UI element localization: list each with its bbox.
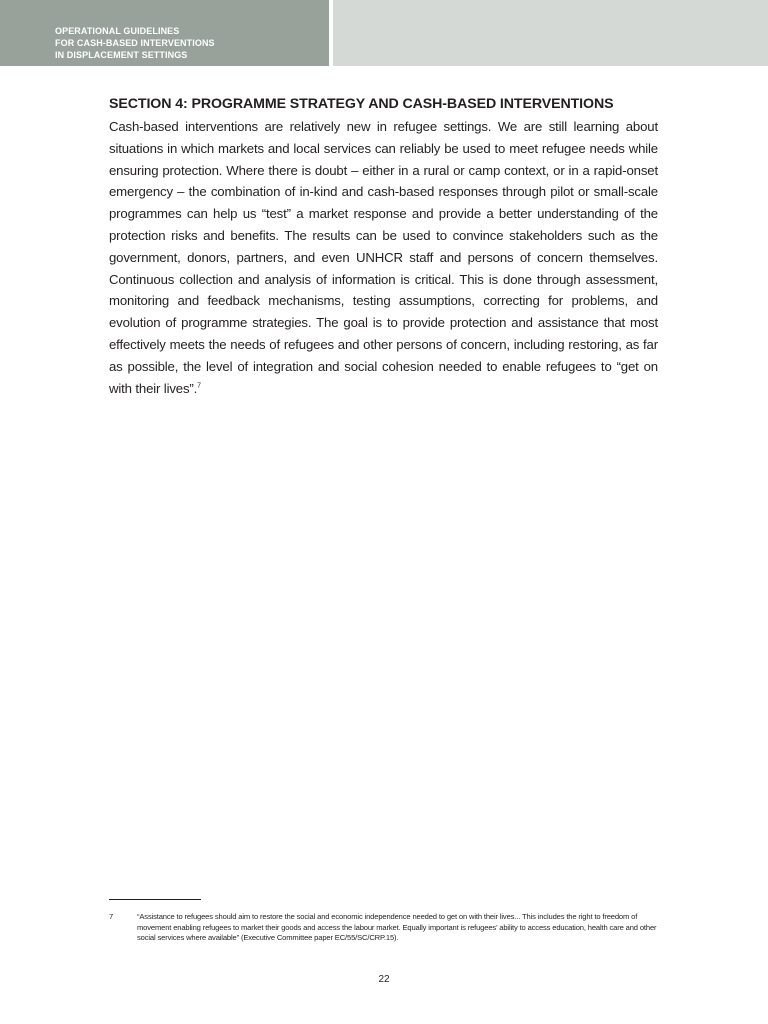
footnote-reference[interactable]: 7 (197, 382, 201, 390)
header-band-left (0, 0, 329, 66)
header-line-3: IN DISPLACEMENT SETTINGS (55, 50, 188, 60)
footnote-divider (109, 899, 201, 900)
header-band-right (333, 0, 768, 66)
document-series-title (55, 25, 215, 61)
footnote-number: 7 (109, 912, 114, 921)
section-title: SECTION 4: PROGRAMME STRATEGY AND CASH-BASED INTERVENTIONS (109, 96, 614, 112)
section-body (109, 116, 658, 399)
header-line-2: FOR CASH-BASED INTERVENTIONS (55, 38, 215, 48)
section-body-text: Cash-based interventions are relatively new in refugee settings. We are still learning about situations in which markets and local services can reliably be used to meet refugee needs while ensuring protection. Where there is doubt – either in a rural or camp context, or in a rapid-onset emergency – the combination of in-kind and cash-based responses through pilot or small-scale programmes can help us “test” a market response and provide a better understanding of the protection risks and benefits. The results can be used to convince stakeholders such as the government, donors, partners, and even UNHCR staff and persons of concern themselves. Continuous collection and analysis of information is critical. This is done through assessment, monitoring and feedback mechanisms, testing assumptions, correcting for problems, and evolution of programme strategies. The goal is to provide protection and assistance that most effectively meets the needs of refugees and other persons of concern, including restoring, as far as possible, the level of integration and social cohesion needed to enable refugees to “get on with their lives”. (109, 119, 658, 396)
header-line-1: OPERATIONAL GUIDELINES (55, 26, 180, 36)
page-number: 22 (378, 974, 390, 985)
footnote-text: “Assistance to refugees should aim to restore the social and economic independence needed to get on with their lives... This includes the right to freedom of movement enabling refugees to market their goods and access the labour market. Equally important is refugees’ ability to access education, health care and other social services where available” (Executive Committee paper EC/55/SC/CRP.15). (137, 912, 657, 942)
